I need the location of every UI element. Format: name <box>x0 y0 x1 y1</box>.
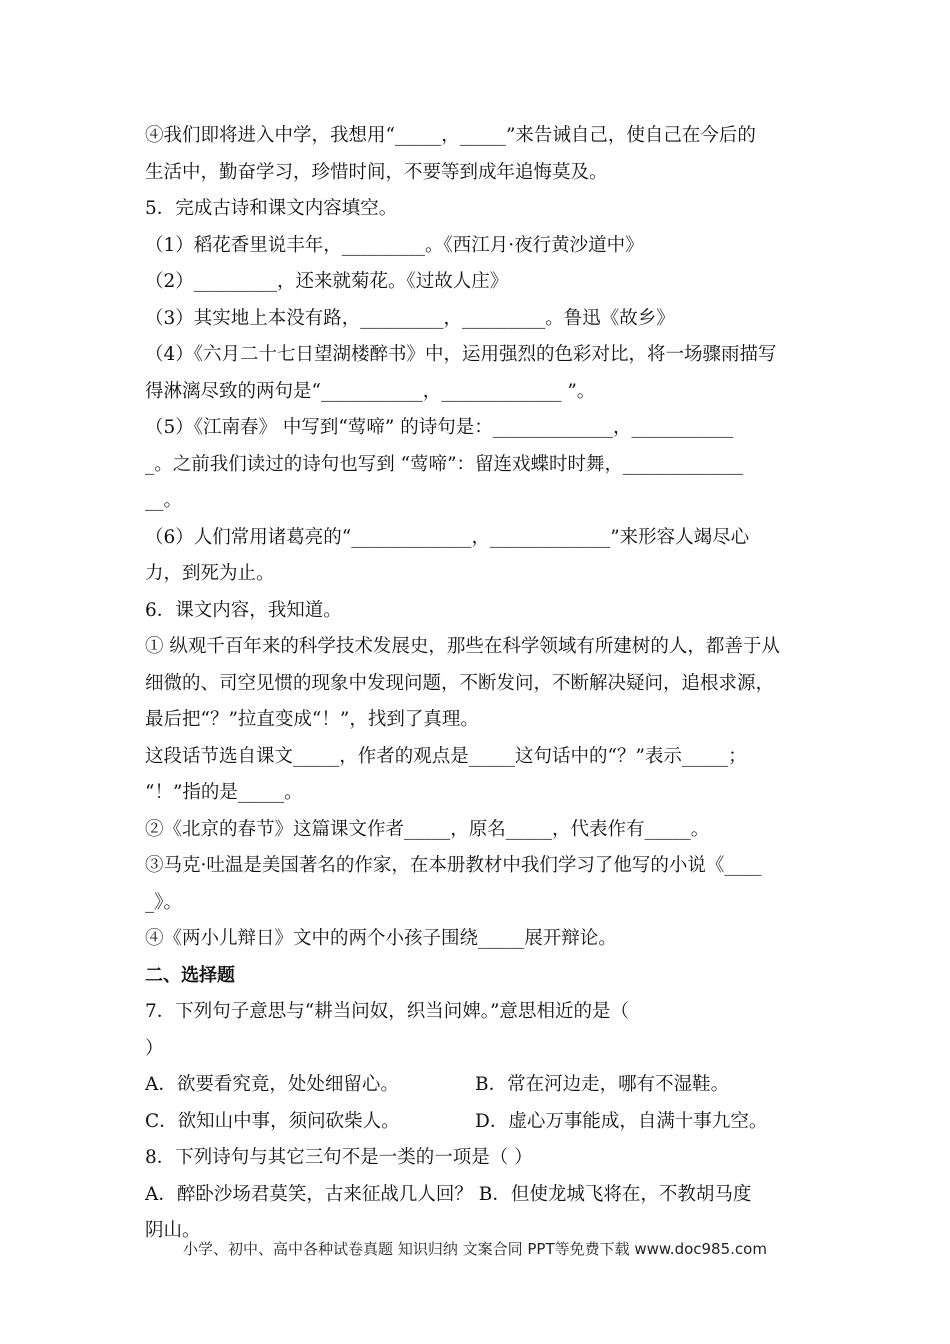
text-line: 力，到死为止。 <box>145 563 275 584</box>
question-6-item-1: ① 纵观千百年来的科学技术发展史，那些在科学领域有所建树的人，都善于从 <box>145 636 780 657</box>
document-content <box>145 118 810 1250</box>
question-8-options: A．醉卧沙场君莫笑，古来征战几人回？ B．但使龙城飞将在，不教胡马度 <box>145 1183 752 1205</box>
question-5-item-3: （3）其实地上本没有路，_________，_________。鲁迅《故乡》 <box>145 307 675 329</box>
question-5-item-5: （5）《江南春》 中写到“莺啼” 的诗句是：_____________，___________ <box>145 417 734 438</box>
text-line: 最后把“？”拉直变成“！”，找到了真理。 <box>145 709 479 730</box>
question-5-item-1: （1）稻花香里说丰年，_________。《西江月·夜行黄沙道中》 <box>145 234 644 256</box>
question-6-item-3: ③马克·吐温是美国著名的作家，在本册教材中我们学习了他写的小说《____ <box>145 855 762 876</box>
question-5-item-4: （4）《六月二十七日望湖楼醉书》中，运用强烈的色彩对比，将一场骤雨描写 <box>145 344 777 365</box>
text-line: 这段话节选自课文_____，作者的观点是_____这句话中的“？”表示_____； <box>145 745 747 767</box>
option-a: A．欲要看究竟，处处细留心。 <box>145 1074 399 1095</box>
text-line: ④我们即将进入中学，我想用“_____，_____”来告诫自己，使自己在今后的 <box>145 125 756 146</box>
text-line: 得淋漓尽致的两句是“___________，_____________ ”。 <box>145 380 596 402</box>
question-5-item-2: （2）_________，还来就菊花。《过故人庄》 <box>145 271 509 292</box>
question-7-stem: 7．下列句子意思与“耕当问奴，织当问婢。”意思相近的是（ <box>145 1001 629 1022</box>
question-6-title: 6．课文内容，我知道。 <box>145 599 342 621</box>
question-5-title: 5．完成古诗和课文内容填空。 <box>145 198 398 219</box>
text-line: 细微的、司空见惯的现象中发现问题，不断发问，不断解决疑问，追根求源， <box>145 672 775 694</box>
option-c: C．欲知山中事，须问砍柴人。 <box>145 1110 400 1132</box>
text-line: 阴山。 <box>145 1220 201 1241</box>
question-6-item-4: ④《两小儿辩日》文中的两个小孩子围绕_____展开辩论。 <box>145 928 617 949</box>
option-b: B．常在河边走，哪有不湿鞋。 <box>475 1074 730 1095</box>
question-6-item-2: ②《北京的春节》这篇课文作者_____，原名_____，代表作有_____。 <box>145 818 710 840</box>
text-line: __。 <box>145 490 183 511</box>
text-line: 生活中，勤奋学习，珍惜时间，不要等到成年追悔莫及。 <box>145 161 608 183</box>
option-d: D．虚心万事能成，自满十事九空。 <box>475 1110 768 1132</box>
page-footer: 小学、初中、高中各种试卷真题 知识归纳 文案合同 PPT等免费下载 www.doc985.com <box>183 1240 767 1258</box>
text-line: “！”指的是_____。 <box>145 782 303 803</box>
section-heading: 二、选择题 <box>145 964 235 986</box>
question-7-options-row-2 <box>145 1104 810 1141</box>
text-line: _》。 <box>145 891 183 913</box>
text-line: _。之前我们读过的诗句也写到 “莺啼”：留连戏蝶时时舞，_____________ <box>145 453 744 475</box>
question-7-options-row-1 <box>145 1067 810 1104</box>
question-7-stem-end: ） <box>145 1037 164 1059</box>
question-8-stem: 8．下列诗句与其它三句不是一类的一项是（ ） <box>145 1147 533 1168</box>
question-5-item-6: （6）人们常用诸葛亮的“_____________，_____________”来形容人竭尽心 <box>145 526 750 548</box>
